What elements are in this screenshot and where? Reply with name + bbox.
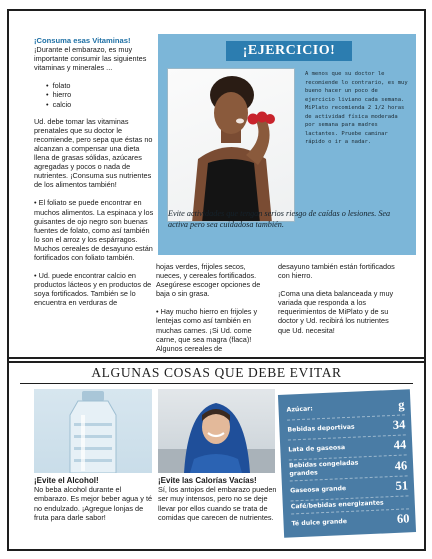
middle-column — [156, 262, 272, 362]
water-bottle-photo — [34, 389, 152, 473]
iron-continued: desayuno también están fortificados con hierro. — [278, 262, 395, 281]
sugar-row — [291, 509, 410, 533]
exercise-box — [158, 34, 416, 255]
vitamins-intro: ¡Durante el embarazo, es muy importante consumir las siguientes vitaminas y minerales ... — [34, 45, 147, 73]
woman-eating-illustration — [168, 69, 295, 222]
vitamin-item: • folato — [46, 81, 156, 90]
sugar-header-label: Azúcar: — [286, 404, 313, 414]
vitamin-item: • hierro — [46, 90, 156, 99]
empty-calories-text: Sí, los antojos del embarazo pueden ser muy intensos, pero no se deje llevar por ellos cuando se trata de comidas que carecen de nutrientes. — [158, 485, 277, 522]
sugar-row-value: 60 — [396, 511, 410, 526]
alcohol-title: ¡Evite el Alcohol! — [34, 476, 99, 485]
water-bottle-illustration — [34, 389, 152, 473]
exercise-caption: Evite actividades que tengan serios riesgo de caídas o lesiones. Sea activa pero sea cuidadosa también. — [168, 209, 391, 229]
sugar-row-label: Café/bebidas energizantes — [290, 499, 384, 511]
sugar-row-label: Bebidas deportivas — [287, 423, 355, 434]
sugar-table — [278, 389, 416, 538]
avoid-heading: ALGUNAS COSAS QUE DEBE EVITAR — [91, 365, 342, 380]
empty-calories-title: ¡Evite las Calorías Vacías! — [158, 476, 257, 485]
sugar-row-value: 44 — [393, 437, 407, 452]
smiling-girl-illustration — [158, 389, 275, 473]
sugar-row-value: 46 — [394, 457, 408, 473]
sugar-row-label: Gaseosa grande — [289, 484, 347, 495]
vitamins-paragraph: Ud. debe tomar las vitaminas prenatales que su doctor le recomiende, pero sepa que éstas no alcanzan a compensar una dieta llena de grasas sólidas, azúcares agregadas y pocos o nada de nutrientes. ¡Consuma sus nutrientes de los alimentos también! — [34, 116, 153, 190]
alcohol-caption — [34, 476, 154, 522]
exercise-title: ¡EJERCICIO! — [226, 41, 352, 61]
smiling-girl-photo — [158, 389, 275, 473]
sugar-row-value: 51 — [395, 478, 409, 493]
right-column — [278, 262, 402, 344]
sugar-header-unit: g — [397, 397, 405, 412]
sugar-row-value: 34 — [392, 417, 406, 432]
iron-paragraph: • Hay mucho hierro en frijoles y lentejas como así también en muchas carnes. ¡Si Ud. come carne, que sea magra (flaca)! Algunos cereales de — [156, 307, 258, 353]
balanced-diet-paragraph: ¡Coma una dieta balanceada y muy variada que responda a los requerimientos de MiPlato y de su doctor y Ud. recibirá los nutrientes que Ud. necesita! — [278, 289, 394, 335]
vitamins-column — [34, 36, 156, 316]
folate-paragraph: • El foliato se puede encontrar en muchos alimentos. La espinaca y los guisantes de ojo negro son buenas fuentes de folato, como así también lo son el arroz y los espárragos. Muchos cereales de desayuno están fortificados con foliato también. — [34, 198, 154, 262]
sugar-row-label: Bebidas congeladas grandes — [288, 459, 359, 478]
sugar-row-label: Té dulce grande — [291, 517, 348, 527]
alcohol-text: No beba alcohol durante el embarazo. Es mejor beber agua y té no endulzado. ¡Agregue lonjas de fruta para darle sabor! — [34, 485, 153, 522]
woman-eating-photo — [167, 68, 295, 222]
calcium-paragraph: • Ud. puede encontrar calcio en productos lácteos y en productos de soya fortificados. También se lo encuentra en verduras de — [34, 271, 152, 308]
sugar-row-label: Lata de gaseosa — [288, 443, 346, 454]
avoid-heading-rule — [20, 383, 413, 384]
vitamin-item: • calcio — [46, 100, 156, 109]
vitamins-heading: ¡Consuma esas Vitaminas! — [34, 36, 131, 45]
exercise-note: A menos que su doctor le recomiende lo contrario, es muy bueno hacer un poco de ejercicio liviano cada semana. MiPlato recomienda 2 1/2 horas de actividad física moderada por semana para madres lactantes. Pruebe caminar rápido o ir a nadar. — [305, 71, 408, 145]
vitamins-list — [46, 81, 156, 108]
calcium-continued: hojas verdes, frijoles secos, nueces, y cereales fortificados. Asegúrese escoger opciones de baja o sin grasa. — [156, 262, 261, 299]
empty-calories-caption — [158, 476, 278, 522]
